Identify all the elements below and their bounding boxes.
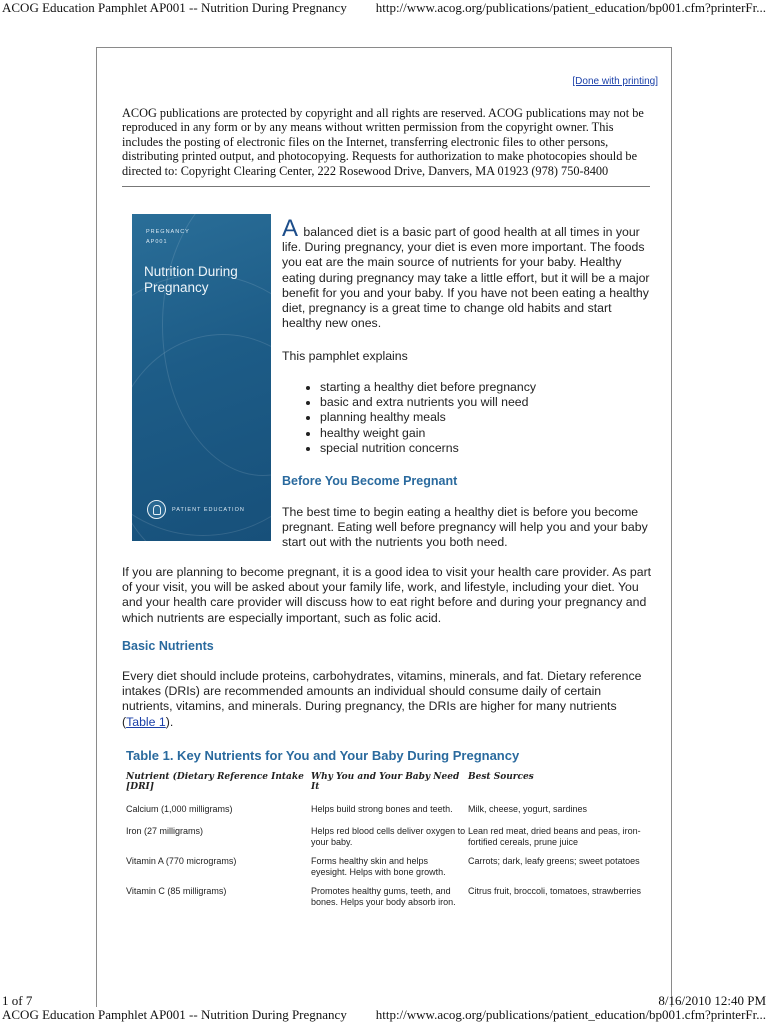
cover-title-line2: Pregnancy [144, 280, 209, 295]
print-datetime: 8/16/2010 12:40 PM [658, 993, 766, 1008]
table-cell: Promotes healthy gums, teeth, and bones. Helps your body absorb iron. [311, 886, 456, 907]
table-cell: Milk, cheese, yogurt, sardines [468, 804, 588, 814]
intro-text: balanced diet is a basic part of good health at all times in your life. During pregnancy, your diet is even more important. The foods you eat are the main source of nutrients for your baby. Healthy eating during pregnancy may take a little effort, but it will be a major benefit for you and your baby. If you have not been eating a healthy diet, pregnancy is a great time to change old habits and start healthy new ones. [282, 225, 650, 331]
table-header: Why You and Your Baby Need It [311, 772, 460, 792]
table-cell: Carrots; dark, leafy greens; sweet potatoes [468, 856, 640, 866]
table-cell: Helps red blood cells deliver oxygen to your baby. [311, 826, 466, 847]
cover-title-line1: Nutrition During [144, 264, 238, 279]
acog-seal-icon [147, 500, 166, 519]
table-cell: Calcium (1,000 milligrams) [126, 804, 233, 814]
done-printing-link[interactable]: [Done with printing] [572, 76, 658, 87]
table-cell: Vitamin A (770 micrograms) [126, 856, 237, 866]
drop-cap: A [282, 215, 299, 242]
table-title: Table 1. Key Nutrients for You and Your Baby During Pregnancy [126, 748, 520, 763]
cover-kicker: PREGNANCY [146, 229, 190, 235]
print-footer-url: http://www.acog.org/publications/patient_education/bp001.cfm?printerFr... [375, 1007, 766, 1022]
table-cell: Forms healthy skin and helps eyesight. Helps with bone growth. [311, 856, 446, 877]
table-cell: Lean red meat, dried beans and peas, iron-fortified cereals, prune juice [468, 826, 641, 847]
list-item: • healthy weight gain [320, 426, 536, 441]
table-row [126, 886, 646, 916]
table-row [126, 804, 646, 826]
basic-text-start: Every diet should include proteins, carbohydrates, vitamins, minerals, and fat. Dietary reference intakes (DRIs) are recommended amounts an individual should consume daily of certain nutrients, vitamins, and minerals. During pregnancy, the DRIs are higher for many nutrients ( [122, 669, 642, 729]
divider [122, 186, 650, 187]
copyright-notice: ACOG publications are protected by copyright and all rights are reserved. ACOG publications may not be reproduced in any form or by any means without written permission from the copyright owner. This includes the posting of electronic files on the Internet, transferring electronic files to other persons, distributing printed output, and photocopying. Requests for authorization to make photocopies should be directed to: Copyright Clearing Center, 222 Rosewood Drive, Danvers, MA 01923 (978) 750-8400 [122, 106, 644, 178]
planning-paragraph: If you are planning to become pregnant, it is a good idea to visit your health care provider. As part of your visit, you will be asked about your family life, work, and lifestyle, including your diet. You and your health care provider will discuss how to eat right before and during your pregnancy and which nutrients are especially important, such as folic acid. [122, 565, 652, 625]
table-row [126, 856, 646, 886]
list-item: • planning healthy meals [320, 410, 536, 425]
print-header-title: ACOG Education Pamphlet AP001 -- Nutrition During Pregnancy [2, 0, 347, 15]
table-cell: Helps build strong bones and teeth. [311, 804, 453, 814]
explains-label: This pamphlet explains [282, 349, 408, 363]
cover-code: AP001 [146, 239, 168, 245]
page-frame [96, 47, 672, 1007]
table-cell: Iron (27 milligrams) [126, 826, 204, 836]
basic-text-end: ). [165, 714, 174, 729]
list-item: • starting a healthy diet before pregnancy [320, 380, 536, 395]
section-heading-before: Before You Become Pregnant [282, 474, 458, 488]
table-row [126, 826, 646, 856]
nutrient-table [126, 772, 646, 916]
print-footer-title: ACOG Education Pamphlet AP001 -- Nutrition During Pregnancy [2, 1007, 347, 1022]
print-header-url: http://www.acog.org/publications/patient_education/bp001.cfm?printerFr... [375, 0, 766, 15]
list-item: • special nutrition concerns [320, 441, 536, 456]
topic-list [302, 380, 536, 456]
basic-paragraph [122, 669, 652, 730]
table-header-row [126, 772, 646, 804]
cover-series: PATIENT EDUCATION [172, 507, 245, 513]
table-cell: Citrus fruit, broccoli, tomatoes, strawberries [468, 886, 642, 896]
before-paragraph: The best time to begin eating a healthy diet is before you become pregnant. Eating well before pregnancy will help you and your baby start out with the nutrients you both need. [282, 505, 648, 550]
table-header: Nutrient (Dietary Reference Intake [DRI] [126, 772, 304, 792]
pamphlet-cover-image [132, 214, 271, 541]
table-header: Best Sources [468, 772, 534, 782]
intro-paragraph [282, 215, 652, 331]
list-item: • basic and extra nutrients you will need [320, 395, 536, 410]
cover-title [144, 264, 238, 296]
section-heading-basic: Basic Nutrients [122, 639, 214, 653]
page-count: 1 of 7 [2, 993, 33, 1008]
table-1-link[interactable]: Table 1 [126, 714, 166, 729]
table-cell: Vitamin C (85 milligrams) [126, 886, 227, 896]
